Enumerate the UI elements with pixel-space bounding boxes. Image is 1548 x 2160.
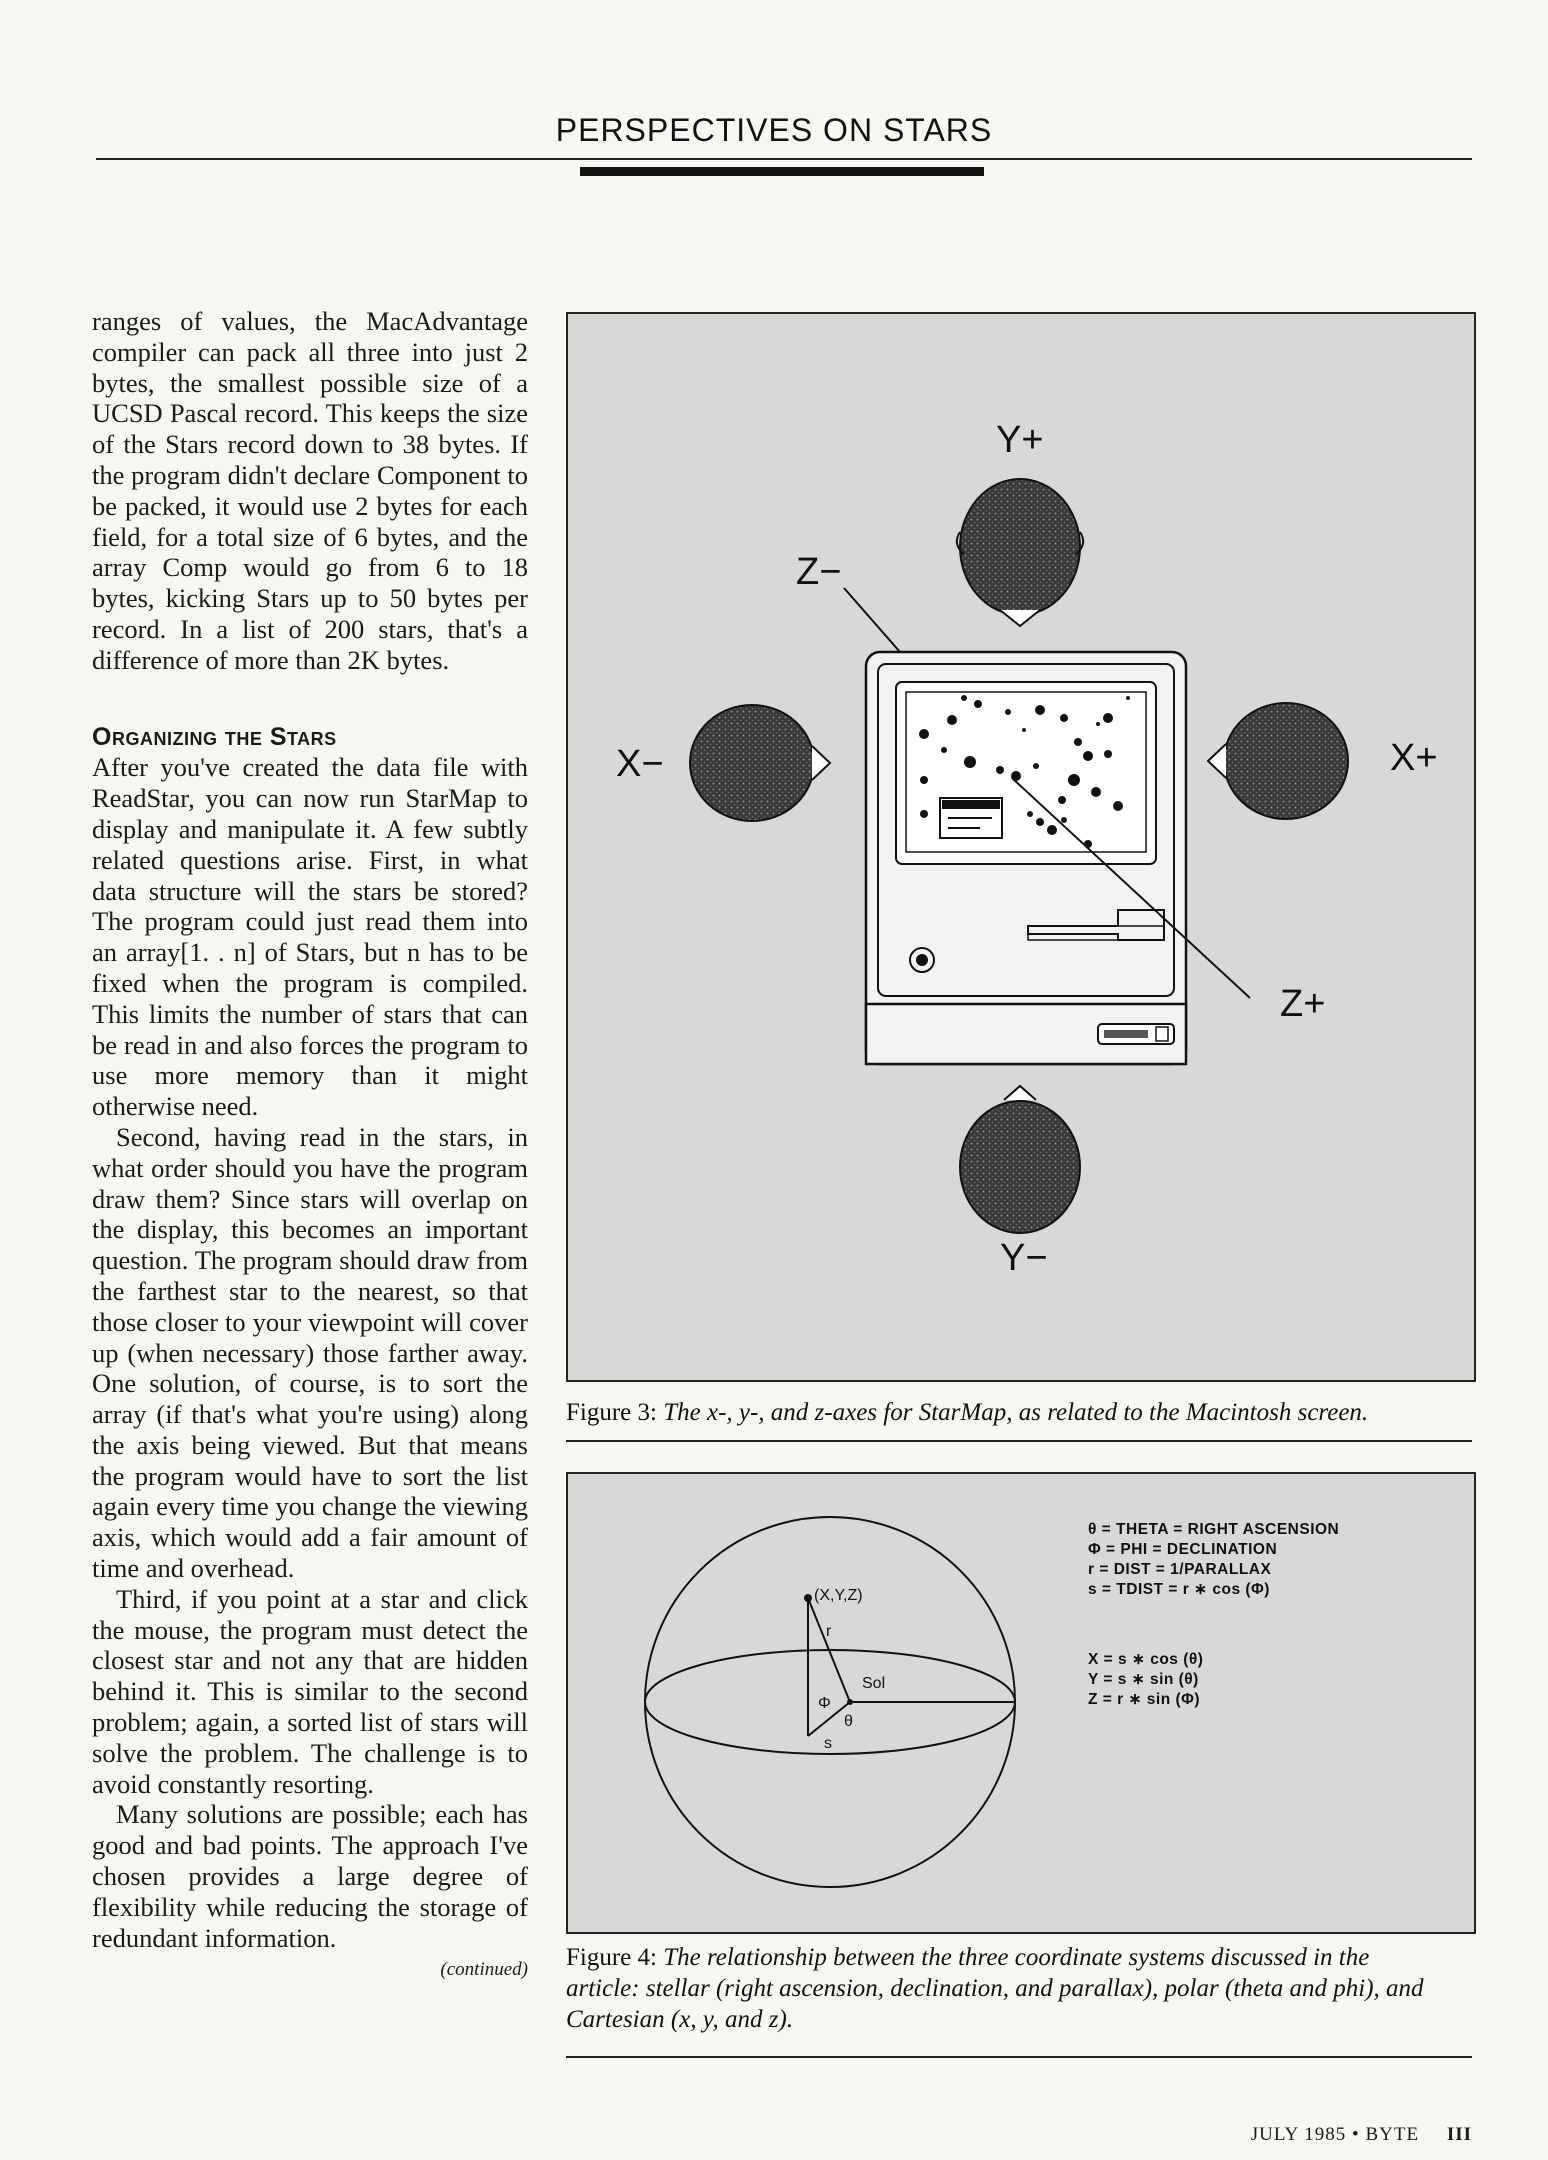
legend bbox=[1088, 1521, 1339, 1708]
figure-3-caption bbox=[566, 1397, 1472, 1428]
point-label: (X,Y,Z) bbox=[814, 1587, 863, 1604]
figure-4-caption bbox=[566, 1942, 1426, 2035]
footer bbox=[1251, 2124, 1472, 2146]
axis-label-z-plus: Z+ bbox=[1280, 983, 1326, 1025]
article-body bbox=[92, 306, 528, 1986]
footer-issue: JULY 1985 • BYTE bbox=[1250, 2124, 1420, 2145]
equation-line: Z = r ∗ sin (Φ) bbox=[1088, 1691, 1201, 1708]
figure-3 bbox=[566, 312, 1476, 1382]
figure-3-caption-text: The x-, y-, and z-axes for StarMap, as related to the Macintosh screen. bbox=[663, 1399, 1369, 1426]
axis-label-y-minus: Y− bbox=[1000, 1237, 1048, 1279]
running-header: PERSPECTIVES ON STARS bbox=[555, 112, 993, 148]
axis-label-x-minus: X− bbox=[616, 743, 664, 785]
r-label: r bbox=[826, 1623, 832, 1640]
section-heading: Organizing the Stars bbox=[92, 722, 337, 751]
footer-rule bbox=[566, 2056, 1472, 2058]
figure-3-rule bbox=[566, 1440, 1472, 1442]
body-paragraph: Many solutions are possible; each has good and bad points. The approach I've chosen provides a large degree of flexibility while reducing the storage of redundant information. bbox=[92, 1799, 528, 1953]
head-left-icon bbox=[690, 705, 830, 821]
head-top-icon bbox=[957, 479, 1083, 626]
figure-3-caption-label: Figure 3: bbox=[566, 1399, 657, 1426]
legend-line: Φ = PHI = DECLINATION bbox=[1088, 1541, 1278, 1558]
header-bar bbox=[580, 167, 984, 176]
s-label: s bbox=[824, 1735, 832, 1752]
equation-line: X = s ∗ cos (θ) bbox=[1088, 1651, 1204, 1668]
continued-note: (continued) bbox=[440, 1959, 528, 1981]
figure-4-diagram bbox=[568, 1474, 1474, 1932]
legend-line: r = DIST = 1/PARALLAX bbox=[1088, 1561, 1272, 1578]
header-rule bbox=[96, 158, 1472, 160]
axis-label-y-plus: Y+ bbox=[996, 419, 1044, 461]
axis-label-z-minus: Z− bbox=[796, 551, 842, 593]
page-number: III bbox=[1446, 2124, 1472, 2145]
body-paragraph: Third, if you point at a star and click the mouse, the program must detect the closest star and not any that are hidden behind it. This is similar to the second problem; again, a sorted list of stars will solve the problem. The challenge is to avoid constantly resorting. bbox=[92, 1583, 528, 1799]
macintosh-icon bbox=[866, 652, 1186, 1064]
legend-line: s = TDIST = r ∗ cos (Φ) bbox=[1088, 1581, 1270, 1598]
sol-label: Sol bbox=[862, 1675, 886, 1692]
figure-4-caption-text: The relationship between the three coordinate systems discussed in the article: stellar (right ascension, declination, and parallax), polar (theta and phi), and Cartesian (x, y, and z). bbox=[566, 1944, 1424, 2033]
figure-4 bbox=[566, 1472, 1476, 1934]
body-paragraph: Second, having read in the stars, in what order should you have the program draw them? Since stars will overlap on the display, this becomes an important question. The program should draw from the farthest star to the nearest, so that those closer to your viewpoint will cover up (when necessary) those farther away. One solution, of course, is to sort the array (if that's what you're using) along the axis being viewed. But that means the program would have to sort the list again every time you change the viewing axis, which would add a fair amount of time and overhead. bbox=[92, 1121, 528, 1584]
legend-line: θ = THETA = RIGHT ASCENSION bbox=[1088, 1521, 1340, 1538]
phi-label: Φ bbox=[818, 1695, 831, 1712]
figure-4-caption-label: Figure 4: bbox=[566, 1944, 657, 1971]
body-paragraph: After you've created the data file with ReadStar, you can now run StarMap to display and manipulate it. A few subtly related questions arise. First, in what data structure will the stars be stored? The program could just read them into an array[1. . n] of Stars, but n has to be fixed when the program is compiled. This limits the number of stars that can be read in and also forces the program to use more memory than it might otherwise need. bbox=[92, 752, 528, 1122]
equation-line: Y = s ∗ sin (θ) bbox=[1088, 1671, 1199, 1688]
body-paragraph: ranges of values, the MacAdvantage compiler can pack all three into just 2 bytes, the smallest possible size of a UCSD Pascal record. This keeps the size of the Stars record down to 38 bytes. If the program didn't declare Component to be packed, it would use 2 bytes for each field, for a total size of 6 bytes, and the array Comp would go from 6 to 18 bytes, kicking Stars up to 50 bytes per record. In a list of 200 stars, that's a difference of more than 2K bytes. bbox=[92, 306, 528, 675]
head-right-icon bbox=[1208, 703, 1348, 819]
head-bottom-icon bbox=[960, 1086, 1080, 1233]
figure-3-illustration bbox=[568, 314, 1474, 1380]
theta-label: θ bbox=[844, 1713, 853, 1730]
axis-label-x-plus: X+ bbox=[1390, 737, 1438, 779]
